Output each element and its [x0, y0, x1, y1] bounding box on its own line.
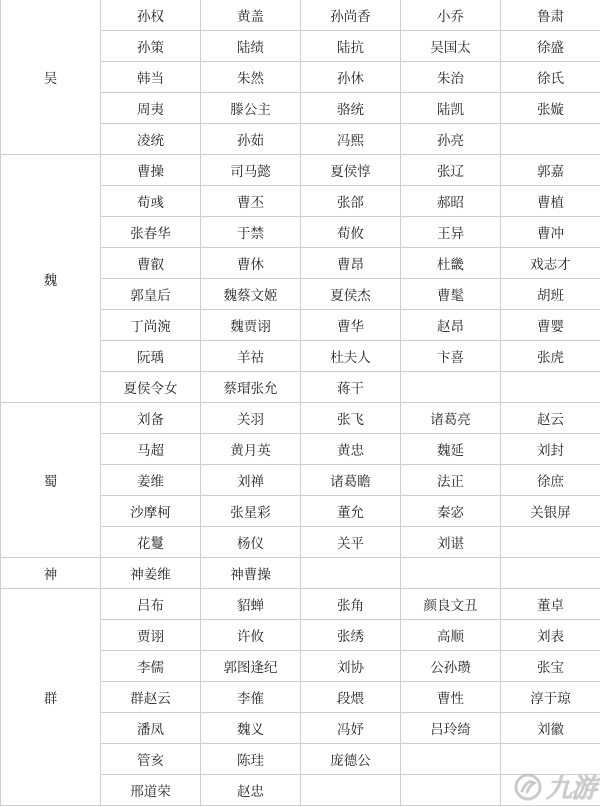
general-name-cell: 段煨 [301, 682, 401, 713]
general-name-cell: 法正 [401, 465, 501, 496]
general-name-cell: 张绣 [301, 620, 401, 651]
general-name-cell: 刘谌 [401, 527, 501, 558]
general-name-cell: 吕玲绮 [401, 713, 501, 744]
general-name-cell: 郭嘉 [501, 155, 600, 186]
general-name-cell: 陆绩 [201, 31, 301, 62]
general-name-cell: 黄盖 [201, 0, 301, 31]
general-name-cell: 刘表 [501, 620, 600, 651]
general-name-cell: 于禁 [201, 217, 301, 248]
general-name-cell: 刘禅 [201, 465, 301, 496]
general-name-cell: 魏延 [401, 434, 501, 465]
general-name-cell: 朱治 [401, 62, 501, 93]
general-name-cell: 关羽 [201, 403, 301, 434]
general-name-cell: 花鬘 [101, 527, 201, 558]
general-name-cell: 张星彩 [201, 496, 301, 527]
general-name-cell: 冯妤 [301, 713, 401, 744]
general-name-cell: 王异 [401, 217, 501, 248]
faction-label: 群 [1, 589, 101, 806]
general-name-cell: 凌统 [101, 124, 201, 155]
roster-body [1, 0, 600, 806]
general-name-cell: 陆凯 [401, 93, 501, 124]
general-name-cell: 曹华 [301, 310, 401, 341]
general-name-cell: 貂蝉 [201, 589, 301, 620]
general-name-cell: 夏侯惇 [301, 155, 401, 186]
general-name-cell: 颜良文丑 [401, 589, 501, 620]
general-name-cell: 张角 [301, 589, 401, 620]
general-name-cell: 张虎 [501, 341, 600, 372]
general-name-cell: 诸葛瞻 [301, 465, 401, 496]
general-name-cell: 魏蔡文姬 [201, 279, 301, 310]
general-name-cell: 胡班 [501, 279, 600, 310]
general-name-cell: 吕布 [101, 589, 201, 620]
general-name-cell: 羊祜 [201, 341, 301, 372]
general-name-cell: 蔡瑁张允 [201, 372, 301, 403]
general-name-cell: 陆抗 [301, 31, 401, 62]
general-name-cell: 卞喜 [401, 341, 501, 372]
general-name-cell: 张飞 [301, 403, 401, 434]
general-name-cell: 诸葛亮 [401, 403, 501, 434]
general-name-cell: 赵云 [501, 403, 600, 434]
general-name-cell: 姜维 [101, 465, 201, 496]
general-name-cell: 曹冲 [501, 217, 600, 248]
empty-cell [501, 124, 600, 155]
general-name-cell: 徐盛 [501, 31, 600, 62]
general-name-cell: 孙权 [101, 0, 201, 31]
empty-cell [401, 744, 501, 775]
table-row [1, 589, 600, 620]
general-name-cell: 张嫙 [501, 93, 600, 124]
general-name-cell: 陈珪 [201, 744, 301, 775]
general-name-cell: 孙茹 [201, 124, 301, 155]
general-name-cell: 张春华 [101, 217, 201, 248]
empty-cell [401, 558, 501, 589]
empty-cell [401, 372, 501, 403]
general-name-cell: 公孙瓒 [401, 651, 501, 682]
faction-label: 蜀 [1, 403, 101, 558]
general-name-cell: 郭图逢纪 [201, 651, 301, 682]
general-name-cell: 曹叡 [101, 248, 201, 279]
general-name-cell: 魏义 [201, 713, 301, 744]
general-name-cell: 杜夫人 [301, 341, 401, 372]
general-name-cell: 丁尚涴 [101, 310, 201, 341]
general-name-cell: 董卓 [501, 589, 600, 620]
general-name-cell: 郝昭 [401, 186, 501, 217]
general-name-cell: 滕公主 [201, 93, 301, 124]
general-name-cell: 周夷 [101, 93, 201, 124]
faction-label: 魏 [1, 155, 101, 403]
general-name-cell: 曹髦 [401, 279, 501, 310]
general-name-cell: 杜畿 [401, 248, 501, 279]
general-name-cell: 赵忠 [201, 775, 301, 806]
empty-cell [301, 775, 401, 806]
general-name-cell: 许攸 [201, 620, 301, 651]
general-name-cell: 关银屏 [501, 496, 600, 527]
general-name-cell: 徐庶 [501, 465, 600, 496]
general-name-cell: 吴国太 [401, 31, 501, 62]
general-name-cell: 朱然 [201, 62, 301, 93]
general-name-cell: 刘协 [301, 651, 401, 682]
general-name-cell: 刘备 [101, 403, 201, 434]
general-name-cell: 曹昂 [301, 248, 401, 279]
general-name-cell: 神姜维 [101, 558, 201, 589]
general-name-cell: 骆统 [301, 93, 401, 124]
general-name-cell: 贾诩 [101, 620, 201, 651]
general-name-cell: 荀彧 [101, 186, 201, 217]
faction-label: 神 [1, 558, 101, 589]
empty-cell [501, 372, 600, 403]
general-name-cell: 神曹操 [201, 558, 301, 589]
table-row [1, 558, 600, 589]
general-name-cell: 赵昂 [401, 310, 501, 341]
general-name-cell: 曹操 [101, 155, 201, 186]
general-name-cell: 曹婴 [501, 310, 600, 341]
general-name-cell: 黄忠 [301, 434, 401, 465]
table-row [1, 0, 600, 31]
empty-cell [301, 558, 401, 589]
general-name-cell: 鲁肃 [501, 0, 600, 31]
general-name-cell: 张郃 [301, 186, 401, 217]
general-name-cell: 秦宓 [401, 496, 501, 527]
general-name-cell: 刘封 [501, 434, 600, 465]
general-name-cell: 孙尚香 [301, 0, 401, 31]
general-name-cell: 夏侯杰 [301, 279, 401, 310]
general-name-cell: 冯熙 [301, 124, 401, 155]
general-name-cell: 夏侯令女 [101, 372, 201, 403]
table-row [1, 403, 600, 434]
general-name-cell: 戏志才 [501, 248, 600, 279]
general-name-cell: 潘凤 [101, 713, 201, 744]
general-name-cell: 李儒 [101, 651, 201, 682]
general-name-cell: 刘徽 [501, 713, 600, 744]
general-name-cell: 孙亮 [401, 124, 501, 155]
general-name-cell: 关平 [301, 527, 401, 558]
faction-label: 吴 [1, 0, 101, 155]
general-name-cell: 淳于琼 [501, 682, 600, 713]
general-name-cell: 徐氏 [501, 62, 600, 93]
general-name-cell: 董允 [301, 496, 401, 527]
general-name-cell: 曹植 [501, 186, 600, 217]
empty-cell [501, 527, 600, 558]
general-name-cell: 曹性 [401, 682, 501, 713]
general-name-cell: 张辽 [401, 155, 501, 186]
watermark [513, 768, 596, 805]
general-name-cell: 高顺 [401, 620, 501, 651]
general-name-cell: 阮瑀 [101, 341, 201, 372]
empty-cell [501, 558, 600, 589]
general-name-cell: 李傕 [201, 682, 301, 713]
empty-cell [401, 775, 501, 806]
general-name-cell: 马超 [101, 434, 201, 465]
general-name-cell: 韩当 [101, 62, 201, 93]
general-name-cell: 管亥 [101, 744, 201, 775]
general-name-cell: 孙策 [101, 31, 201, 62]
general-name-cell: 沙摩柯 [101, 496, 201, 527]
general-name-cell: 黄月英 [201, 434, 301, 465]
general-name-cell: 群赵云 [101, 682, 201, 713]
watermark-text: 九游 [545, 774, 596, 804]
general-name-cell: 小乔 [401, 0, 501, 31]
general-name-cell: 魏贾诩 [201, 310, 301, 341]
general-name-cell: 孙休 [301, 62, 401, 93]
general-name-cell: 曹丕 [201, 186, 301, 217]
general-name-cell: 杨仪 [201, 527, 301, 558]
general-name-cell: 司马懿 [201, 155, 301, 186]
general-name-cell: 邢道荣 [101, 775, 201, 806]
general-name-cell: 庞德公 [301, 744, 401, 775]
jiuyou-logo-icon [513, 772, 543, 802]
general-name-cell: 曹休 [201, 248, 301, 279]
general-name-cell: 蒋干 [301, 372, 401, 403]
general-name-cell: 荀攸 [301, 217, 401, 248]
general-name-cell: 张宝 [501, 651, 600, 682]
general-name-cell: 郭皇后 [101, 279, 201, 310]
table-row [1, 155, 600, 186]
